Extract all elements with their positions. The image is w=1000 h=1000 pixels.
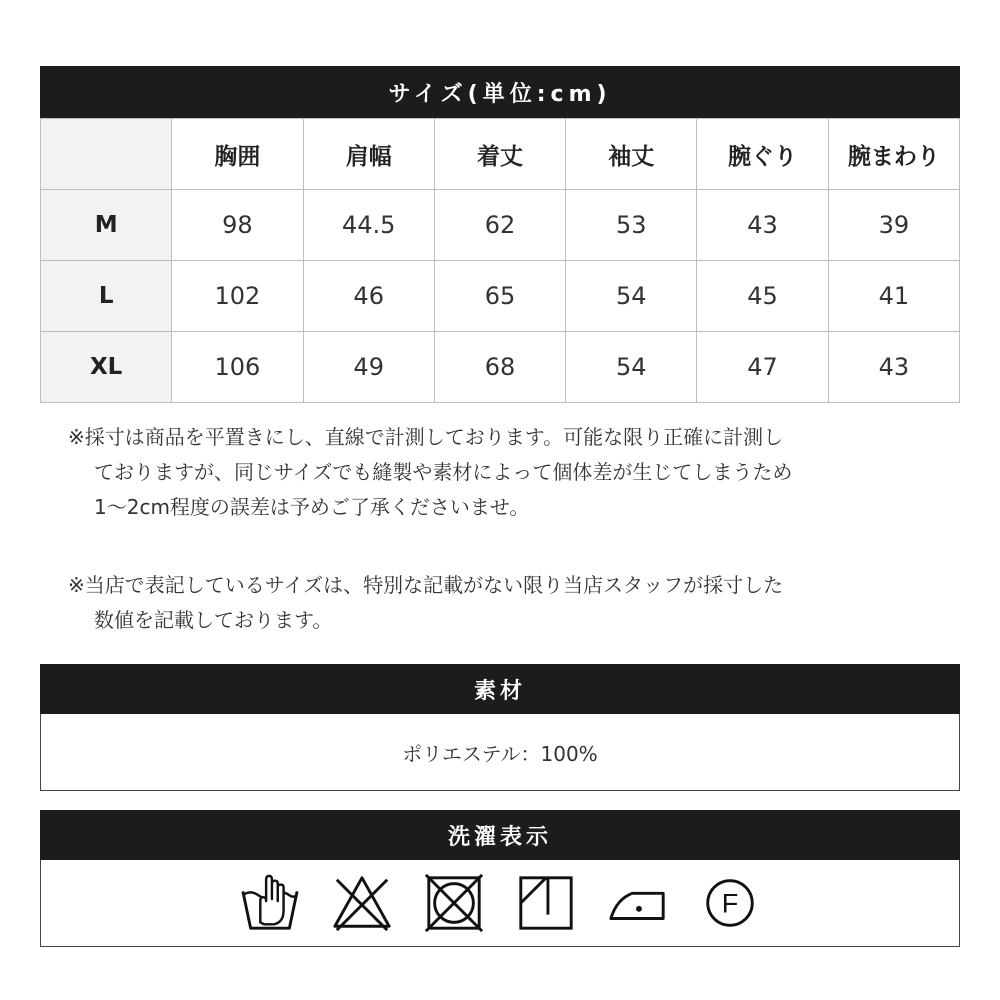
size-label-l: L xyxy=(41,261,172,332)
care-icons-row xyxy=(40,860,960,947)
note-line: 数値を記載しております。 xyxy=(94,608,333,632)
size-section-title: サイズ(単位:cm) xyxy=(40,66,960,118)
table-cell: 49 xyxy=(303,332,434,403)
table-cell: 54 xyxy=(566,261,697,332)
column-header-length: 着丈 xyxy=(434,119,565,190)
table-cell: 54 xyxy=(566,332,697,403)
care-section-title: 洗濯表示 xyxy=(40,810,960,860)
note-line: ておりますが、同じサイズでも縫製や素材によって個体差が生じてしまうため xyxy=(94,460,793,484)
table-corner-cell xyxy=(41,119,172,190)
size-notation-note xyxy=(68,568,948,638)
table-row xyxy=(41,332,960,403)
column-header-sleeve: 袖丈 xyxy=(566,119,697,190)
column-header-armhole: 腕ぐり xyxy=(697,119,828,190)
table-cell: 53 xyxy=(566,190,697,261)
no-tumble-dry-icon xyxy=(423,872,485,934)
table-cell: 65 xyxy=(434,261,565,332)
note-line: ※採寸は商品を平置きにし、直線で計測しております。可能な限り正確に計測し xyxy=(68,425,784,449)
table-cell: 68 xyxy=(434,332,565,403)
column-header-shoulder: 肩幅 xyxy=(303,119,434,190)
line-dry-shade-icon xyxy=(515,872,577,934)
table-cell: 46 xyxy=(303,261,434,332)
measurement-note xyxy=(68,420,948,525)
material-value: ポリエステル：100% xyxy=(40,714,960,791)
table-cell: 41 xyxy=(828,261,959,332)
table-cell: 44.5 xyxy=(303,190,434,261)
table-cell: 43 xyxy=(828,332,959,403)
table-cell: 45 xyxy=(697,261,828,332)
column-header-chest: 胸囲 xyxy=(172,119,303,190)
table-cell: 102 xyxy=(172,261,303,332)
size-label-m: M xyxy=(41,190,172,261)
column-header-arm-circumference: 腕まわり xyxy=(828,119,959,190)
table-cell: 106 xyxy=(172,332,303,403)
table-row xyxy=(41,261,960,332)
note-line: ※当店で表記しているサイズは、特別な記載がない限り当店スタッフが採寸した xyxy=(68,573,784,597)
table-cell: 47 xyxy=(697,332,828,403)
note-line: 1～2cm程度の誤差は予めご了承くださいませ。 xyxy=(94,495,530,519)
table-cell: 62 xyxy=(434,190,565,261)
table-cell: 39 xyxy=(828,190,959,261)
dry-clean-letter: F xyxy=(721,887,739,919)
size-table xyxy=(40,118,960,403)
table-row xyxy=(41,190,960,261)
material-section-title: 素材 xyxy=(40,664,960,714)
table-cell: 98 xyxy=(172,190,303,261)
size-label-xl: XL xyxy=(41,332,172,403)
table-cell: 43 xyxy=(697,190,828,261)
size-table-header-row xyxy=(41,119,960,190)
iron-low-icon xyxy=(607,872,669,934)
hand-wash-icon xyxy=(239,872,301,934)
no-bleach-icon xyxy=(331,872,393,934)
dry-clean-f-icon xyxy=(699,872,761,934)
